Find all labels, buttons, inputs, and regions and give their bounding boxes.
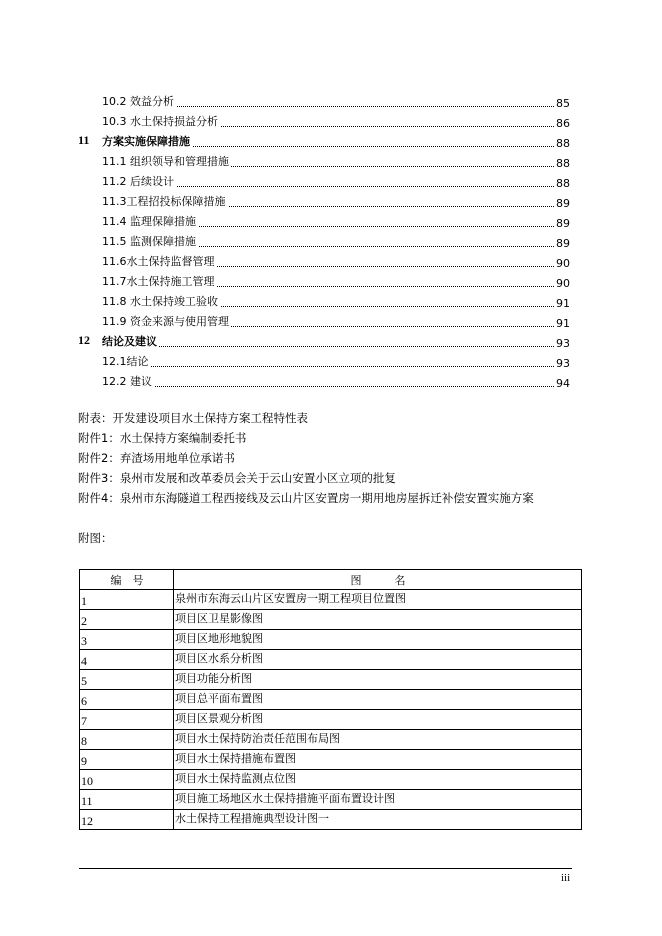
toc-entry-number: 11 bbox=[78, 133, 90, 147]
toc-entry[interactable] bbox=[78, 90, 570, 110]
toc-entry[interactable] bbox=[78, 110, 570, 130]
figure-name: 项目区卫星影像图 bbox=[174, 610, 582, 630]
toc-entry[interactable] bbox=[78, 250, 570, 270]
figures-table bbox=[79, 569, 582, 830]
attachment-item: 附件3：泉州市发展和改革委员会关于云山安置小区立项的批复 bbox=[78, 471, 396, 485]
table-row bbox=[80, 790, 582, 810]
toc-entry-number: 12 bbox=[78, 333, 90, 347]
figure-name: 项目功能分析图 bbox=[174, 670, 582, 690]
toc-entry[interactable] bbox=[78, 130, 570, 150]
toc-entry[interactable] bbox=[78, 330, 570, 350]
toc-entry-title: 12.1结论 bbox=[102, 355, 149, 368]
figure-number: 4 bbox=[80, 650, 174, 670]
toc-entry-page: 93 bbox=[556, 337, 570, 350]
toc-entry[interactable] bbox=[78, 230, 570, 250]
attachments-list bbox=[78, 408, 578, 508]
toc-entry-page: 91 bbox=[556, 297, 570, 310]
toc-entry-page: 88 bbox=[556, 177, 570, 190]
page-number: iii bbox=[561, 872, 571, 884]
figure-number: 3 bbox=[80, 630, 174, 650]
toc-entry-title: 方案实施保障措施 bbox=[102, 135, 190, 148]
toc-entry-title: 11.7水土保持施工管理 bbox=[102, 275, 215, 288]
figure-number: 12 bbox=[80, 810, 174, 830]
toc-entry-page: 85 bbox=[556, 97, 570, 110]
toc-entry-title: 11.2 后续设计 bbox=[102, 175, 174, 188]
figure-name: 项目施工场地区水土保持措施平面布置设计图 bbox=[174, 790, 582, 810]
toc-entry-title: 11.9 资金来源与使用管理 bbox=[102, 315, 229, 328]
toc-leader-dots bbox=[102, 386, 556, 387]
toc-entry-page: 89 bbox=[556, 217, 570, 230]
table-row bbox=[80, 750, 582, 770]
table-row bbox=[80, 610, 582, 630]
figure-name: 项目水土保持监测点位图 bbox=[174, 770, 582, 790]
table-of-contents bbox=[78, 90, 570, 390]
toc-entry-title: 结论及建议 bbox=[102, 335, 157, 348]
table-row bbox=[80, 650, 582, 670]
figure-name: 水土保持工程措施典型设计图一 bbox=[174, 810, 582, 830]
figures-label: 附图： bbox=[78, 531, 113, 545]
figure-name: 项目区地形地貌图 bbox=[174, 630, 582, 650]
toc-entry-title: 10.2 效益分析 bbox=[102, 95, 174, 108]
toc-entry-page: 90 bbox=[556, 277, 570, 290]
header-name: 图 名 bbox=[174, 570, 582, 590]
table-row bbox=[80, 730, 582, 750]
toc-entry[interactable] bbox=[78, 270, 570, 290]
toc-entry[interactable] bbox=[78, 350, 570, 370]
toc-entry-page: 89 bbox=[556, 197, 570, 210]
figure-name: 项目水土保持防治责任范围布局图 bbox=[174, 730, 582, 750]
toc-entry-page: 94 bbox=[556, 377, 570, 390]
figure-name: 项目区水系分析图 bbox=[174, 650, 582, 670]
figure-name: 项目总平面布置图 bbox=[174, 690, 582, 710]
header-number: 编 号 bbox=[80, 570, 174, 590]
figures-table-header bbox=[80, 570, 582, 590]
toc-entry[interactable] bbox=[78, 210, 570, 230]
figure-number: 2 bbox=[80, 610, 174, 630]
table-row bbox=[80, 710, 582, 730]
figure-number: 1 bbox=[80, 590, 174, 610]
table-row bbox=[80, 590, 582, 610]
table-row bbox=[80, 670, 582, 690]
toc-leader-dots bbox=[102, 346, 556, 347]
toc-entry-title: 11.3工程招投标保障措施 bbox=[102, 195, 226, 208]
toc-entry-title: 12.2 建议 bbox=[102, 375, 152, 388]
figure-number: 5 bbox=[80, 670, 174, 690]
toc-entry[interactable] bbox=[78, 190, 570, 210]
figure-number: 9 bbox=[80, 750, 174, 770]
toc-entry-page: 88 bbox=[556, 157, 570, 170]
toc-entry-page: 90 bbox=[556, 257, 570, 270]
toc-leader-dots bbox=[102, 366, 556, 367]
toc-entry[interactable] bbox=[78, 370, 570, 390]
toc-entry-page: 93 bbox=[556, 357, 570, 370]
toc-entry-title: 11.4 监理保障措施 bbox=[102, 215, 196, 228]
attachment-item: 附件2：弃渣场用地单位承诺书 bbox=[78, 451, 235, 465]
attachment-item: 附件1：水土保持方案编制委托书 bbox=[78, 431, 247, 445]
toc-entry[interactable] bbox=[78, 150, 570, 170]
toc-entry-page: 89 bbox=[556, 237, 570, 250]
attachment-item: 附件4：泉州市东海隧道工程西接线及云山片区安置房一期用地房屋拆迁补偿安置实施方案 bbox=[78, 491, 534, 505]
figure-number: 10 bbox=[80, 770, 174, 790]
figure-number: 7 bbox=[80, 710, 174, 730]
toc-entry[interactable] bbox=[78, 170, 570, 190]
figure-number: 6 bbox=[80, 690, 174, 710]
toc-entry[interactable] bbox=[78, 310, 570, 330]
table-row bbox=[80, 630, 582, 650]
toc-entry-title: 11.1 组织领导和管理措施 bbox=[102, 155, 229, 168]
table-row bbox=[80, 770, 582, 790]
toc-entry-page: 91 bbox=[556, 317, 570, 330]
footer-rule bbox=[79, 868, 572, 869]
toc-entry-title: 11.8 水土保持竣工验收 bbox=[102, 295, 218, 308]
toc-entry-title: 11.5 监测保障措施 bbox=[102, 235, 196, 248]
toc-entry-title: 10.3 水土保持损益分析 bbox=[102, 115, 218, 128]
figure-number: 8 bbox=[80, 730, 174, 750]
figure-number: 11 bbox=[80, 790, 174, 810]
toc-entry-title: 11.6水土保持监督管理 bbox=[102, 255, 215, 268]
figure-name: 项目区景观分析图 bbox=[174, 710, 582, 730]
table-row bbox=[80, 810, 582, 830]
toc-entry-page: 86 bbox=[556, 117, 570, 130]
figure-name: 项目水土保持措施布置图 bbox=[174, 750, 582, 770]
toc-entry[interactable] bbox=[78, 290, 570, 310]
attachment-item: 附表：开发建设项目水土保持方案工程特性表 bbox=[78, 411, 308, 425]
toc-entry-page: 88 bbox=[556, 137, 570, 150]
table-row bbox=[80, 690, 582, 710]
figure-name: 泉州市东海云山片区安置房一期工程项目位置图 bbox=[174, 590, 582, 610]
